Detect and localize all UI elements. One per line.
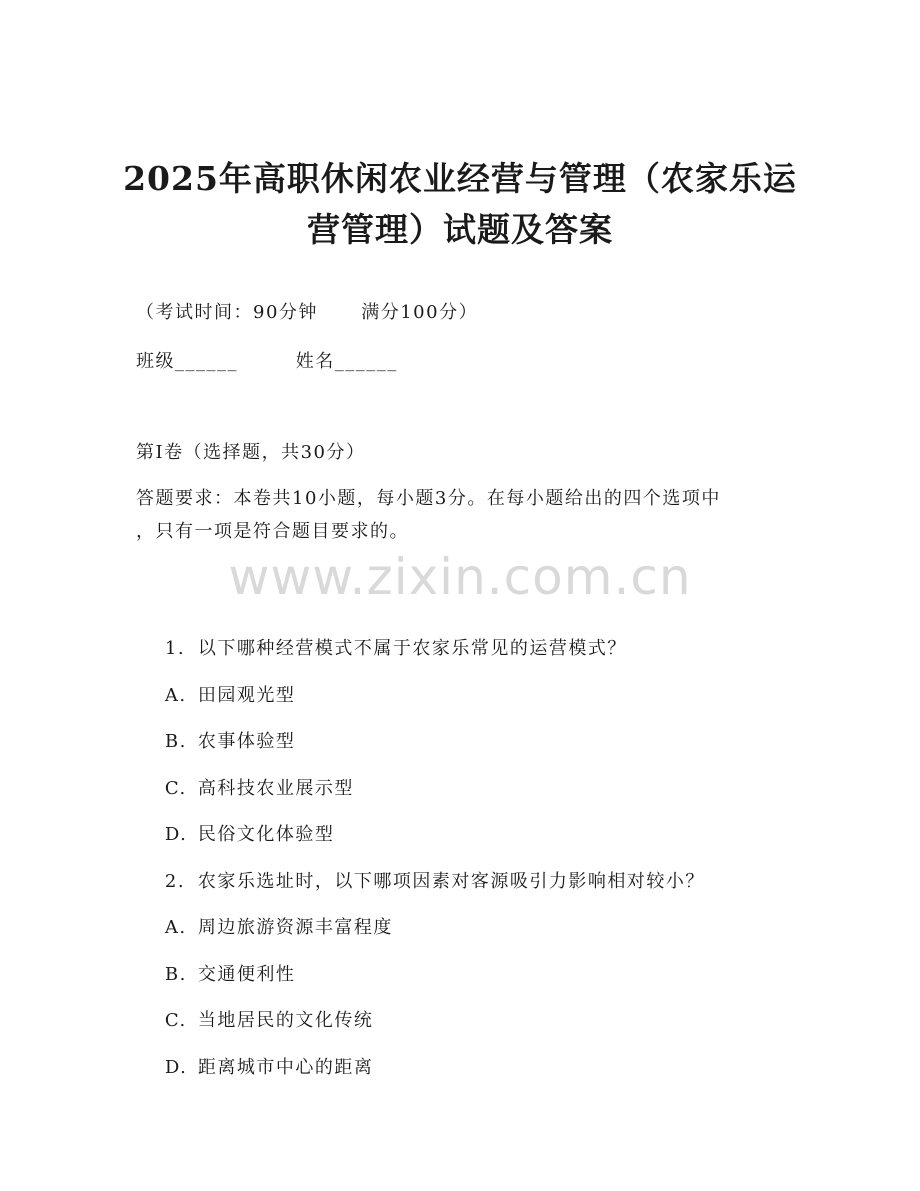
option-letter: A.	[164, 685, 187, 706]
option-text: 田园观光型	[197, 685, 296, 706]
option-text: 当地居民的文化传统	[197, 1010, 374, 1031]
question-number: 1.	[164, 638, 186, 659]
option-text: 民俗文化体验型	[197, 824, 335, 845]
document-title-line-2: 营管理）试题及答案	[307, 210, 613, 249]
question-text: 农家乐选址时，以下哪项因素对客源吸引力影响相对较小？	[197, 871, 705, 892]
option-letter: D.	[164, 1057, 188, 1078]
option-text: 周边旅游资源丰富程度	[197, 917, 393, 938]
option-text: 农事体验型	[197, 731, 296, 752]
instructions-line-1: 答题要求：本卷共10小题，每小题3分。在每小题给出的四个选项中	[136, 488, 721, 509]
option-letter: A.	[164, 917, 187, 938]
option-text: 高科技农业展示型	[197, 778, 354, 799]
section-header: 第I卷（选择题，共30分）	[136, 442, 366, 463]
class-name-fields: 班级______ 姓名______	[136, 351, 398, 372]
instructions-line-2: ，只有一项是符合题目要求的。	[136, 521, 409, 542]
option-text: 距离城市中心的距离	[197, 1057, 374, 1078]
option-letter: C.	[164, 1010, 187, 1031]
question-number: 2.	[164, 871, 186, 892]
question-2-option-d	[136, 1029, 373, 1107]
option-text: 交通便利性	[197, 964, 296, 985]
exam-info: （考试时间：90分钟 满分100分）	[136, 302, 479, 323]
option-letter: D.	[164, 824, 188, 845]
question-text: 以下哪种经营模式不属于农家乐常见的运营模式？	[197, 638, 627, 659]
option-letter: C.	[164, 778, 187, 799]
option-letter: B.	[164, 731, 187, 752]
watermark: www.zixin.com.cn	[228, 548, 692, 606]
option-letter: B.	[164, 964, 187, 985]
document-title-line-1: 2025年高职休闲农业经营与管理（农家乐运	[123, 159, 797, 198]
